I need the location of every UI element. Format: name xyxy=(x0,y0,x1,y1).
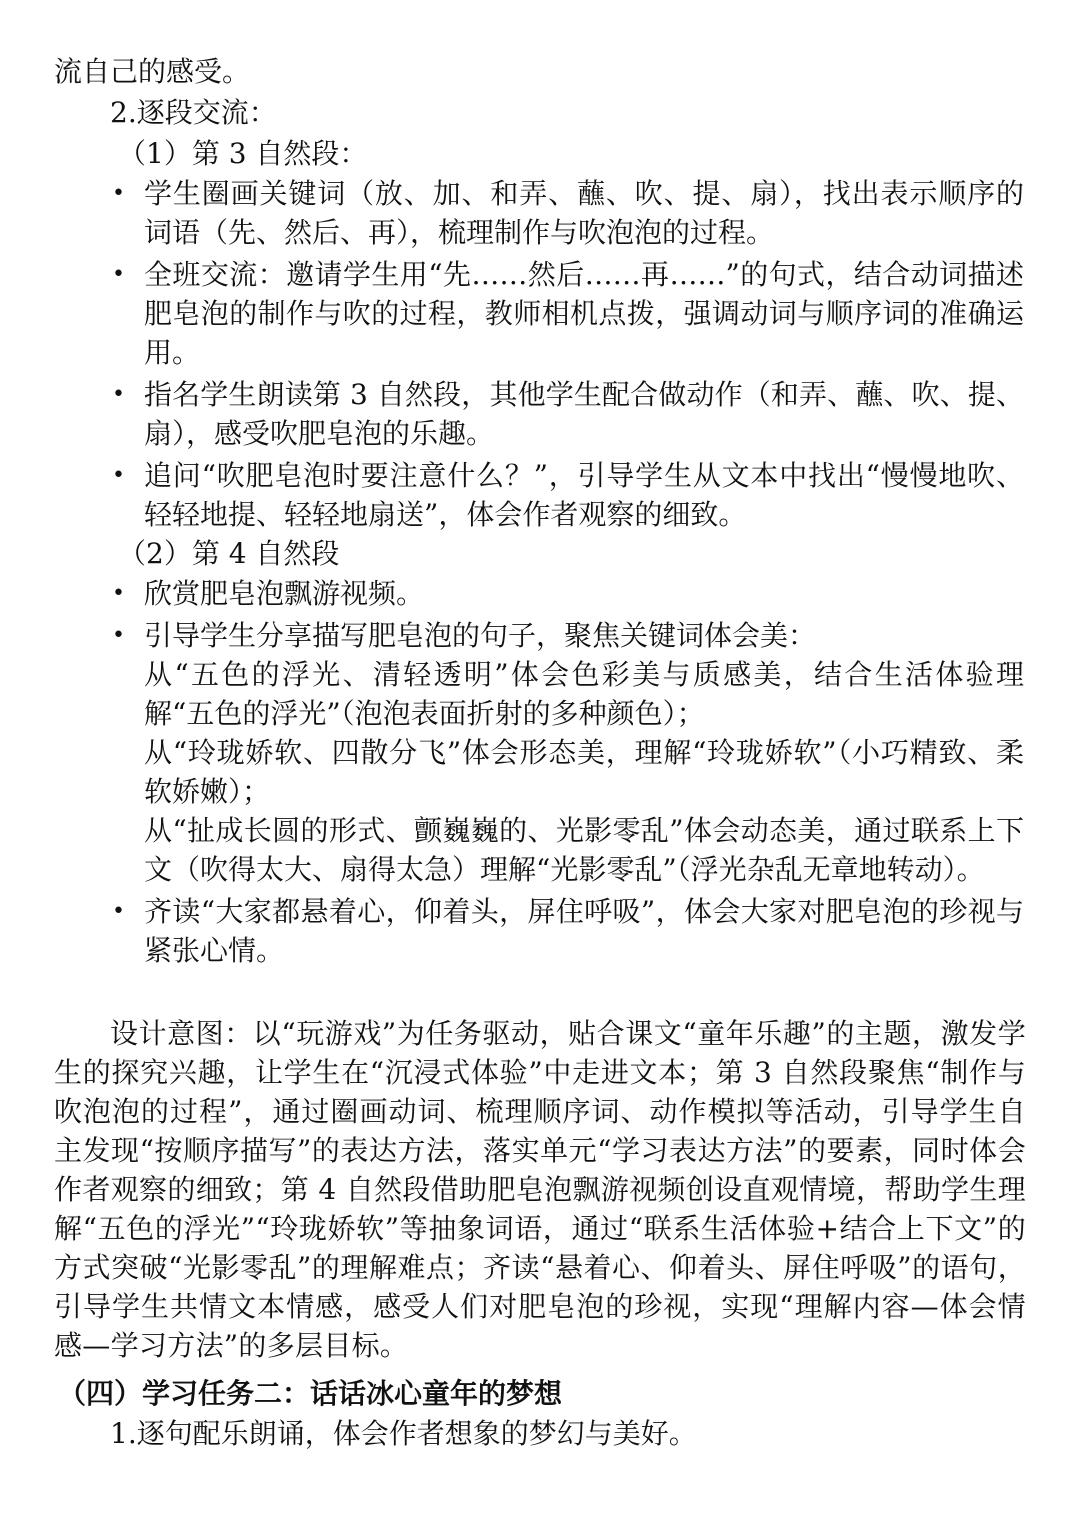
list-item xyxy=(0,255,1024,372)
list-item xyxy=(0,616,1024,889)
section-2-bullet-list xyxy=(0,574,1080,970)
bullet-icon: • xyxy=(112,899,125,924)
beauty-point-motion: 从“扯成长圆的形式、颤巍巍的、光影零乱”体会动态美，通过联系上下文（吹得太大、扇得太急）理解“光影零乱”（浮光杂乱无章地转动）。 xyxy=(144,814,1024,886)
text-line-intro: 流自己的感受。 xyxy=(54,55,251,88)
task-heading: （四）学习任务二：话话冰心童年的梦想 xyxy=(58,1377,563,1410)
design-intent-paragraph: 设计意图：以“玩游戏”为任务驱动，贴合课文“童年乐趣”的主题，激发学生的探究兴趣，让学生在“沉浸式体验”中走进文本；第 3 自然段聚焦“制作与吹泡泡的过程”，通过圈画动词、梳理顺序词、动作模拟等活动，引导学生自主发现“按顺序描写”的表达方法，落实单元“学习表达方法”的要素，同时体会作者观察的细致；第 4 自然段借助肥皂泡飘游视频创设直观情境，帮助学生理解“五色的浮光”“玲珑娇软”等抽象词语，通过“联系生活体验+结合上下文”的方式突破“光影零乱”的理解难点；齐读“悬着心、仰着头、屏住呼吸”的语句，引导学生共情文本情感，感受人们对肥皂泡的珍视，实现“理解内容—体会情感—学习方法”的多层目标。 xyxy=(54,1017,1026,1362)
list-item-text: 追问“吹肥皂泡时要注意什么？”，引导学生从文本中找出“慢慢地吹、轻轻地提、轻轻地扇送”，体会作者观察的细致。 xyxy=(144,459,1024,531)
list-item-text: 学生圈画关键词（放、加、和弄、蘸、吹、提、扇），找出表示顺序的词语（先、然后、再），梳理制作与吹泡泡的过程。 xyxy=(144,177,1024,249)
beauty-point-shape: 从“玲珑娇软、四散分飞”体会形态美，理解“玲珑娇软”（小巧精致、柔软娇嫩）； xyxy=(144,736,1024,808)
list-item-text: 欣赏肥皂泡飘游视频。 xyxy=(144,577,425,610)
bullet-icon: • xyxy=(112,262,125,287)
list-item xyxy=(0,892,1024,970)
step-heading: 2.逐段交流： xyxy=(110,96,277,129)
list-item-text: 指名学生朗读第 3 自然段，其他学生配合做动作（和弄、蘸、吹、提、扇），感受吹肥皂泡的乐趣。 xyxy=(144,378,1024,450)
section-2-heading: （2）第 4 自然段 xyxy=(118,537,340,570)
bullet-icon: • xyxy=(112,382,125,407)
beauty-point-color: 从“五色的浮光、清轻透明”体会色彩美与质感美，结合生活体验理解“五色的浮光”（泡泡表面折射的多种颜色）； xyxy=(144,658,1024,730)
list-item-text: 引导学生分享描写肥皂泡的句子，聚焦关键词体会美： xyxy=(144,619,817,652)
list-item xyxy=(0,174,1024,252)
section-1-bullet-list xyxy=(0,174,1080,534)
bullet-icon: • xyxy=(112,623,125,648)
list-item-text: 齐读“大家都悬着心，仰着头，屏住呼吸”，体会大家对肥皂泡的珍视与紧张心情。 xyxy=(144,895,1024,967)
list-item xyxy=(0,375,1024,453)
section-1-heading: （1）第 3 自然段： xyxy=(118,137,368,170)
bullet-icon: • xyxy=(112,181,125,206)
task-step-1: 1.逐句配乐朗诵，体会作者想象的梦幻与美好。 xyxy=(110,1417,697,1450)
list-item xyxy=(0,574,1024,613)
bullet-icon: • xyxy=(112,581,125,606)
bullet-icon: • xyxy=(112,463,125,488)
list-item xyxy=(0,456,1024,534)
list-item-text: 全班交流：邀请学生用“先……然后……再……”的句式，结合动词描述肥皂泡的制作与吹的过程，教师相机点拨，强调动词与顺序词的准确运用。 xyxy=(144,258,1024,369)
